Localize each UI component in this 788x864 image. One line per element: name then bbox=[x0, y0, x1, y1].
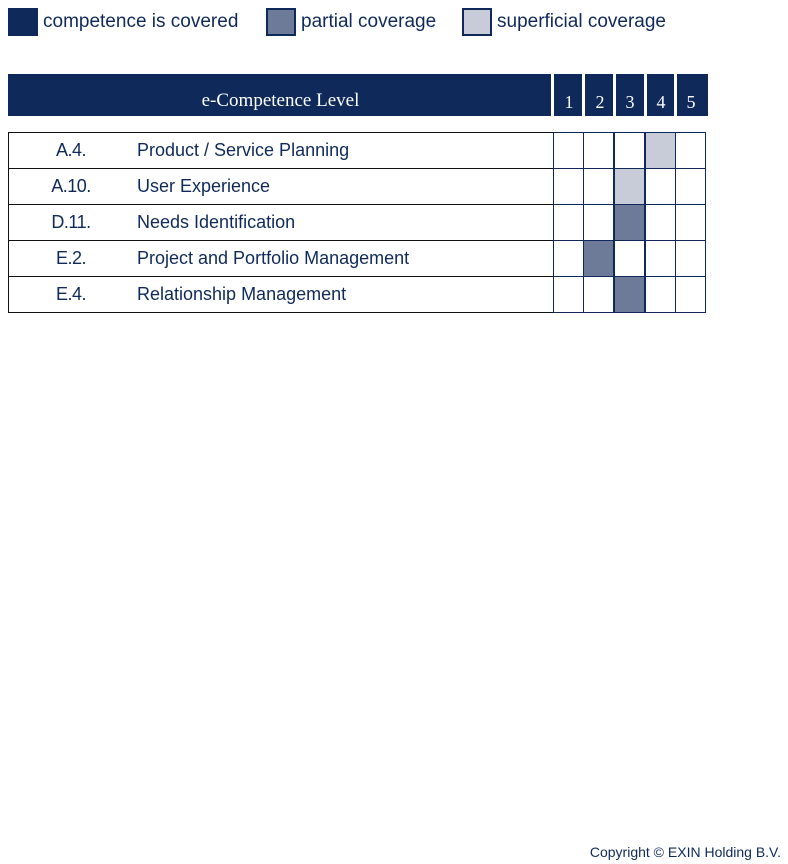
level-cell bbox=[553, 240, 584, 277]
level-cell bbox=[614, 240, 645, 277]
level-cell bbox=[553, 276, 584, 313]
level-cell bbox=[553, 168, 584, 205]
header-title: e-Competence Level bbox=[201, 90, 360, 111]
level-cell bbox=[614, 276, 645, 313]
table-row bbox=[8, 204, 708, 240]
row-label-box bbox=[8, 240, 554, 277]
row-name: Needs Identification bbox=[137, 212, 296, 232]
row-name: Relationship Management bbox=[137, 284, 347, 304]
level-cell bbox=[675, 168, 706, 205]
level-cell bbox=[645, 276, 676, 313]
table-row bbox=[8, 240, 708, 276]
level-cell bbox=[614, 168, 645, 205]
level-cell bbox=[583, 204, 614, 241]
level-cell bbox=[675, 132, 706, 169]
legend-superficial bbox=[462, 7, 666, 37]
row-label-box bbox=[8, 204, 554, 241]
row-label-box bbox=[8, 276, 554, 313]
level-head-2: 2 bbox=[595, 92, 605, 112]
level-head-3: 3 bbox=[625, 92, 635, 112]
table-row bbox=[8, 276, 708, 312]
level-cell bbox=[645, 204, 676, 241]
row-code: E.4. bbox=[55, 284, 87, 304]
legend-swatch-full bbox=[8, 8, 38, 36]
row-name: Product / Service Planning bbox=[137, 140, 350, 160]
level-separator bbox=[551, 74, 554, 116]
legend-swatch-partial bbox=[266, 8, 296, 36]
level-separator bbox=[582, 74, 585, 116]
row-name: User Experience bbox=[137, 176, 271, 196]
level-cell bbox=[645, 168, 676, 205]
row-code: A.4. bbox=[55, 140, 87, 160]
legend-label-partial: partial coverage bbox=[301, 11, 437, 32]
level-cell bbox=[675, 204, 706, 241]
level-cell bbox=[553, 132, 584, 169]
level-cell bbox=[675, 276, 706, 313]
competence-table bbox=[8, 132, 708, 314]
level-cell bbox=[553, 204, 584, 241]
row-label-box bbox=[8, 168, 554, 205]
row-code: E.2. bbox=[55, 248, 87, 268]
level-cell bbox=[583, 276, 614, 313]
competence-level-header bbox=[8, 74, 708, 116]
legend-label-full: competence is covered bbox=[43, 11, 239, 32]
legend-label-superficial: superficial coverage bbox=[497, 11, 666, 32]
level-cell bbox=[583, 168, 614, 205]
row-name: Project and Portfolio Management bbox=[137, 248, 410, 268]
row-code: A.10. bbox=[51, 176, 91, 196]
copyright-footer: Copyright © EXIN Holding B.V. bbox=[589, 844, 781, 860]
level-cell bbox=[583, 132, 614, 169]
level-cell bbox=[583, 240, 614, 277]
row-label-box bbox=[8, 132, 554, 169]
level-head-1: 1 bbox=[564, 92, 574, 112]
level-cell bbox=[675, 240, 706, 277]
table-row bbox=[8, 132, 708, 168]
legend-partial bbox=[266, 7, 436, 37]
level-head-5: 5 bbox=[686, 92, 696, 112]
level-cell bbox=[645, 240, 676, 277]
level-cell bbox=[614, 132, 645, 169]
level-head-4: 4 bbox=[656, 92, 666, 112]
legend-swatch-superficial bbox=[462, 8, 492, 36]
level-cell bbox=[645, 132, 676, 169]
level-cell bbox=[614, 204, 645, 241]
legend-full bbox=[8, 7, 238, 37]
row-code: D.11. bbox=[51, 212, 91, 232]
table-row bbox=[8, 168, 708, 204]
